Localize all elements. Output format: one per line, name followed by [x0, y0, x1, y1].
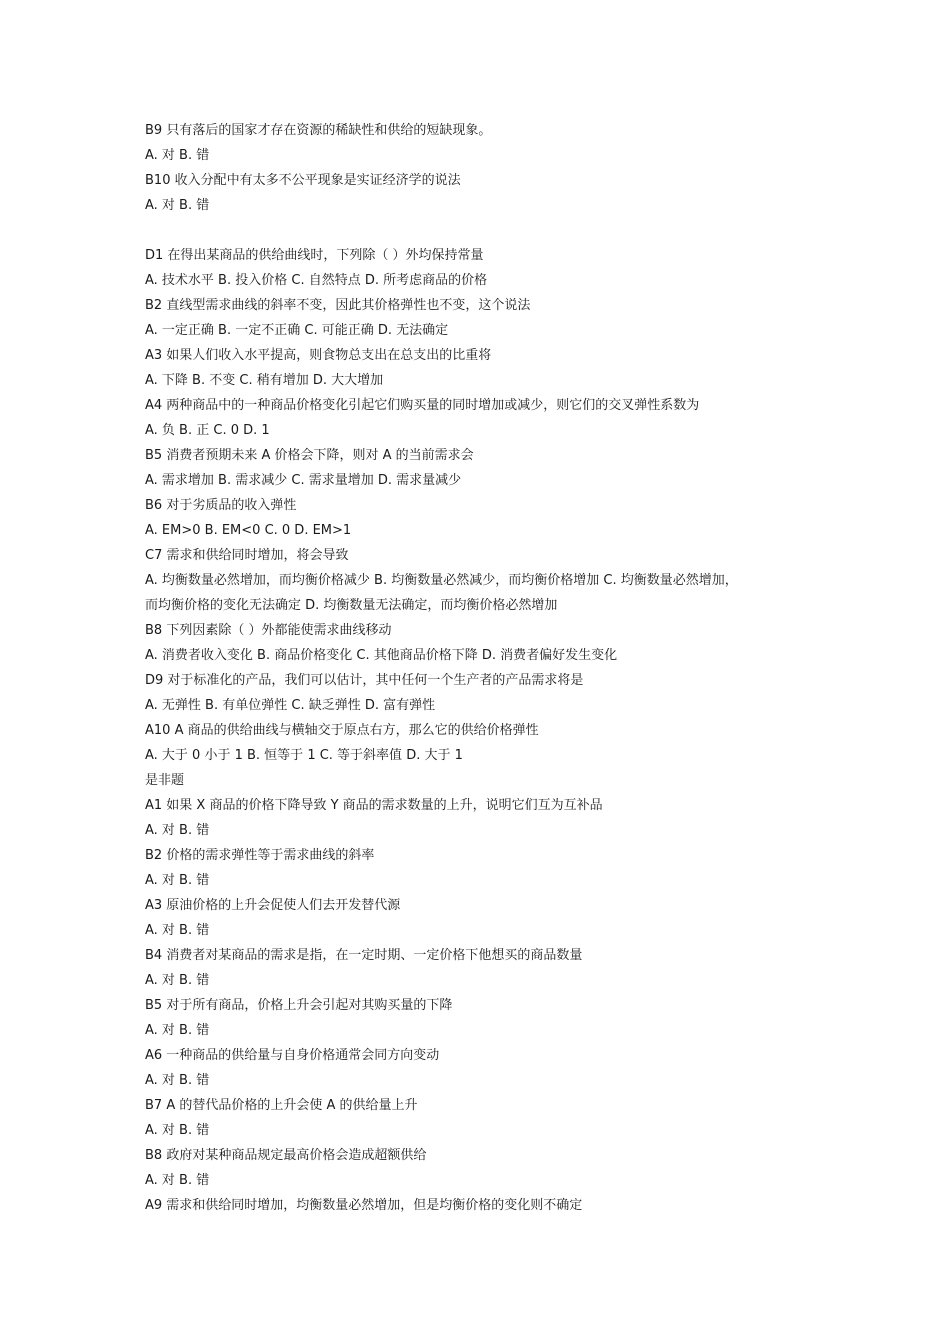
answer-options-line: A. 对 B. 错: [145, 1023, 210, 1038]
question-line: D1 在得出某商品的供给曲线时，下列除（ ）外均保持常量: [145, 248, 484, 263]
answer-options-line: A. 大于 0 小于 1 B. 恒等于 1 C. 等于斜率值 D. 大于 1: [145, 748, 463, 763]
question-line: B5 对于所有商品，价格上升会引起对其购买量的下降: [145, 998, 453, 1013]
question-line: B6 对于劣质品的收入弹性: [145, 498, 297, 513]
question-line: B2 价格的需求弹性等于需求曲线的斜率: [145, 848, 375, 863]
blank-line: [145, 218, 825, 243]
answer-options-line: A. 对 B. 错: [145, 1073, 210, 1088]
question-line: D9 对于标准化的产品，我们可以估计，其中任何一个生产者的产品需求将是: [145, 673, 584, 688]
question-line: C7 需求和供给同时增加，将会导致: [145, 548, 349, 563]
question-line: B7 A 的替代品价格的上升会使 A 的供给量上升: [145, 1098, 418, 1113]
document-body: [145, 118, 825, 1218]
answer-options-line: A. 对 B. 错: [145, 198, 210, 213]
question-line: A3 如果人们收入水平提高，则食物总支出在总支出的比重将: [145, 348, 492, 363]
answer-options-line: A. EM>0 B. EM<0 C. 0 D. EM>1: [145, 523, 352, 538]
answer-options-line: A. 无弹性 B. 有单位弹性 C. 缺乏弹性 D. 富有弹性: [145, 698, 436, 713]
answer-options-line: A. 下降 B. 不变 C. 稍有增加 D. 大大增加: [145, 373, 384, 388]
question-line: A9 需求和供给同时增加，均衡数量必然增加，但是均衡价格的变化则不确定: [145, 1198, 583, 1213]
answer-options-line: A. 消费者收入变化 B. 商品价格变化 C. 其他商品价格下降 D. 消费者偏好发生变化: [145, 648, 618, 663]
question-line: A1 如果 X 商品的价格下降导致 Y 商品的需求数量的上升，说明它们互为互补品: [145, 798, 603, 813]
question-line: B5 消费者预期未来 A 价格会下降，则对 A 的当前需求会: [145, 448, 474, 463]
question-line: B2 直线型需求曲线的斜率不变，因此其价格弹性也不变，这个说法: [145, 298, 531, 313]
question-line: 是非题: [145, 773, 185, 788]
answer-options-line: A. 需求增加 B. 需求减少 C. 需求量增加 D. 需求量减少: [145, 473, 462, 488]
answer-options-line: A. 对 B. 错: [145, 1123, 210, 1138]
answer-options-line: A. 对 B. 错: [145, 873, 210, 888]
question-line: A10 A 商品的供给曲线与横轴交于原点右方，那么它的供给价格弹性: [145, 723, 539, 738]
question-line: B10 收入分配中有太多不公平现象是实证经济学的说法: [145, 173, 461, 188]
answer-options-line: A. 一定正确 B. 一定不正确 C. 可能正确 D. 无法确定: [145, 323, 449, 338]
answer-options-line: A. 对 B. 错: [145, 148, 210, 163]
question-line: B8 政府对某种商品规定最高价格会造成超额供给: [145, 1148, 427, 1163]
question-line: A4 两种商品中的一种商品价格变化引起它们购买量的同时增加或减少，则它们的交叉弹性系数为: [145, 398, 700, 413]
question-line: B8 下列因素除（ ）外都能使需求曲线移动: [145, 623, 392, 638]
answer-options-line: A. 对 B. 错: [145, 923, 210, 938]
answer-options-line: A. 对 B. 错: [145, 1173, 210, 1188]
answer-options-line: A. 对 B. 错: [145, 973, 210, 988]
answer-options-line: A. 负 B. 正 C. 0 D. 1: [145, 423, 270, 438]
answer-options-line: A. 对 B. 错: [145, 823, 210, 838]
question-line: 而均衡价格的变化无法确定 D. 均衡数量无法确定，而均衡价格必然增加: [145, 598, 558, 613]
question-line: A6 一种商品的供给量与自身价格通常会同方向变动: [145, 1048, 440, 1063]
answer-options-line: A. 均衡数量必然增加，而均衡价格减少 B. 均衡数量必然减少，而均衡价格增加 C. 均衡数量必然增加，: [145, 573, 738, 588]
answer-options-line: A. 技术水平 B. 投入价格 C. 自然特点 D. 所考虑商品的价格: [145, 273, 488, 288]
question-line: A3 原油价格的上升会促使人们去开发替代源: [145, 898, 401, 913]
question-line: B4 消费者对某商品的需求是指，在一定时期、一定价格下他想买的商品数量: [145, 948, 583, 963]
question-line: B9 只有落后的国家才存在资源的稀缺性和供给的短缺现象。: [145, 123, 492, 138]
